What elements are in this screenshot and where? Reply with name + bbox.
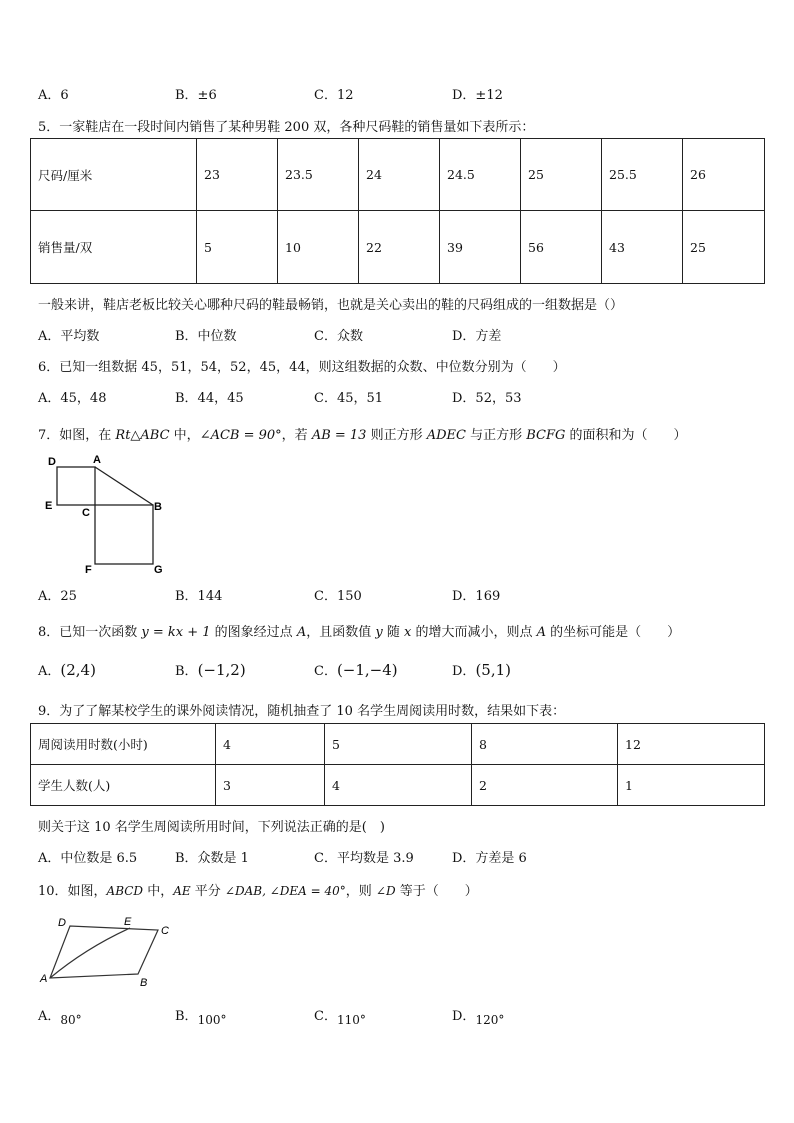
option-value: 110° (336, 1013, 366, 1027)
parallelogram-abcd (50, 926, 158, 978)
q5-stem: 5．一家鞋店在一段时间内销售了某种男鞋 200 双，各种尺码鞋的销售量如下表所示： (38, 120, 535, 135)
q10-stem-text: 等于（ ） (395, 884, 478, 899)
q5-option-d: D．方差 (452, 329, 502, 344)
table-cell: 25 (683, 211, 765, 284)
table-cell: 10 (278, 211, 359, 284)
q4-option-c: C．12 (314, 88, 354, 103)
table-cell: 39 (440, 211, 521, 284)
label-b: B (140, 977, 148, 989)
q7-figure (40, 450, 180, 580)
q6-option-a: A．45，48 (38, 391, 107, 406)
label-c: C (82, 507, 90, 519)
q5-table-row-size (31, 139, 765, 211)
option-letter: C． (314, 664, 337, 679)
table-cell: 尺码/厘米 (31, 139, 197, 211)
option-value: (2,4) (60, 661, 96, 679)
table-cell: 25 (521, 139, 602, 211)
q4-option-d: D．±12 (452, 88, 503, 103)
q10-option-c (314, 1005, 366, 1027)
q8-point-a: A (536, 625, 546, 640)
q5-table-row-sales (31, 211, 765, 284)
q7-square-bcfg: BCFG (526, 428, 566, 443)
q9-table-row-students (31, 765, 765, 806)
q10-stem-text: ，则 (345, 884, 376, 899)
q7-stem-text: 则正方形 (366, 428, 427, 443)
q8-var-x: x (403, 625, 412, 640)
table-cell: 周阅读用时数(小时) (31, 724, 216, 765)
label-e: E (45, 500, 53, 512)
table-cell: 26 (683, 139, 765, 211)
option-value: 100° (197, 1013, 227, 1027)
option-letter: B． (175, 1009, 198, 1024)
label-c: C (161, 925, 169, 937)
q9-option-c: C．平均数是 3.9 (314, 851, 414, 866)
label-f: F (85, 564, 92, 576)
table-cell: 25.5 (602, 139, 683, 211)
label-b: B (154, 501, 162, 513)
q7-stem-text: 7．如图，在 (38, 428, 116, 443)
q6-option-b: B．44，45 (175, 391, 244, 406)
q5-option-c: C．众数 (314, 329, 363, 344)
table-cell: 4 (216, 724, 325, 765)
table-cell: 学生人数(人) (31, 765, 216, 806)
label-d: D (48, 456, 56, 468)
table-cell: 5 (325, 724, 472, 765)
q9-option-d: D．方差是 6 (452, 851, 527, 866)
hypotenuse-ab (95, 467, 153, 505)
table-cell: 24 (359, 139, 440, 211)
q8-stem-text: 8．已知一次函数 (38, 625, 142, 640)
q7-stem-text: 中， (169, 428, 200, 443)
label-e: E (124, 916, 132, 928)
q7-option-a: A．25 (38, 589, 77, 604)
q5-follow-text: 一般来讲，鞋店老板比较关心哪种尺码的鞋最畅销，也就是关心卖出的鞋的尺码组成的一组数据是（） (38, 298, 624, 313)
option-letter: B． (175, 664, 198, 679)
q10-option-b (175, 1005, 227, 1027)
table-cell: 5 (197, 211, 278, 284)
q6-stem: 6．已知一组数据 45，51，54，52，45，44，则这组数据的众数、中位数分别为（ ） (38, 360, 566, 375)
q10-angle-d: ∠D (375, 884, 396, 898)
table-cell: 24.5 (440, 139, 521, 211)
q10-angles: ∠DAB, ∠DEA = 40° (224, 884, 346, 898)
q8-stem-text: 的坐标可能是（ ） (545, 625, 681, 640)
q7-stem-text: ，若 (281, 428, 312, 443)
q10-stem-text: 中， (143, 884, 174, 899)
q9-follow-text: 则关于这 10 名学生周阅读所用时间，下列说法正确的是( ) (38, 820, 385, 835)
option-letter: A． (38, 1009, 61, 1024)
q8-stem-text: ，且函数值 (306, 625, 376, 640)
q7-option-d: D．169 (452, 589, 501, 604)
q9-table-row-hours (31, 724, 765, 765)
option-letter: D． (452, 664, 476, 679)
square-adec (57, 467, 95, 505)
option-value: 80° (60, 1013, 82, 1027)
q10-option-d (452, 1005, 505, 1027)
table-cell: 1 (618, 765, 765, 806)
label-g: G (154, 564, 163, 576)
q7-stem (38, 424, 687, 443)
segment-ae (50, 928, 130, 978)
q8-stem-text: 的增大而减小，则点 (411, 625, 537, 640)
q9-stem: 9．为了了解某校学生的课外阅读情况，随机抽查了 10 名学生周阅读用时数，结果如下表： (38, 704, 566, 719)
option-letter: A． (38, 664, 61, 679)
q7-square-adec: ADEC (426, 428, 466, 443)
q8-function: y = kx + 1 (141, 625, 211, 640)
q6-option-d: D．52，53 (452, 391, 522, 406)
q10-option-a (38, 1005, 82, 1027)
q10-figure (36, 908, 186, 993)
q6-option-c: C．45，51 (314, 391, 384, 406)
q7-option-b: B．144 (175, 589, 223, 604)
table-cell: 23 (197, 139, 278, 211)
q8-point-a: A (296, 625, 307, 640)
q8-option-c (314, 660, 398, 679)
q5-option-a: A．平均数 (38, 329, 100, 344)
q10-stem-text: 平分 (190, 884, 225, 899)
table-cell: 销售量/双 (31, 211, 197, 284)
q7-angle: ∠ACB = 90° (199, 428, 282, 443)
q8-option-b (175, 660, 246, 679)
q4-option-a: A．6 (38, 88, 69, 103)
table-cell: 43 (602, 211, 683, 284)
option-value: 120° (475, 1013, 505, 1027)
table-cell: 23.5 (278, 139, 359, 211)
option-letter: D． (452, 1009, 476, 1024)
label-a: A (93, 454, 101, 466)
option-letter: C． (314, 1009, 337, 1024)
q10-stem-text: 10．如图， (38, 884, 107, 899)
table-cell: 12 (618, 724, 765, 765)
option-value: (−1,2) (197, 661, 246, 679)
label-d: D (58, 917, 66, 929)
table-cell: 2 (472, 765, 618, 806)
q4-option-b: B．±6 (175, 88, 217, 103)
table-cell: 4 (325, 765, 472, 806)
q7-ab-value: AB = 13 (311, 428, 367, 443)
q8-stem-text: 的图象经过点 (210, 625, 297, 640)
table-cell: 3 (216, 765, 325, 806)
q7-stem-text: 与正方形 (465, 428, 527, 443)
q8-stem-text: 随 (382, 625, 404, 640)
option-value: (5,1) (475, 661, 511, 679)
label-a: A (40, 973, 48, 985)
q5-option-b: B．中位数 (175, 329, 237, 344)
q9-table (30, 723, 765, 806)
table-cell: 56 (521, 211, 602, 284)
table-cell: 22 (359, 211, 440, 284)
q7-stem-text: 的面积和为（ ） (565, 428, 687, 443)
q8-var-y: y (375, 625, 383, 640)
q10-parallelogram: ABCD (106, 884, 144, 898)
option-value: (−1,−4) (336, 661, 398, 679)
q7-triangle: Rt△ABC (115, 428, 170, 443)
table-cell: 8 (472, 724, 618, 765)
q7-option-c: C．150 (314, 589, 362, 604)
q5-table (30, 138, 765, 284)
q9-option-b: B．众数是 1 (175, 851, 249, 866)
q8-option-d (452, 660, 511, 679)
square-bcfg (95, 505, 153, 564)
q8-stem (38, 621, 680, 640)
q10-stem (38, 880, 478, 899)
q9-option-a: A．中位数是 6.5 (38, 851, 138, 866)
q8-option-a (38, 660, 96, 679)
q10-segment-ae: AE (173, 884, 191, 898)
